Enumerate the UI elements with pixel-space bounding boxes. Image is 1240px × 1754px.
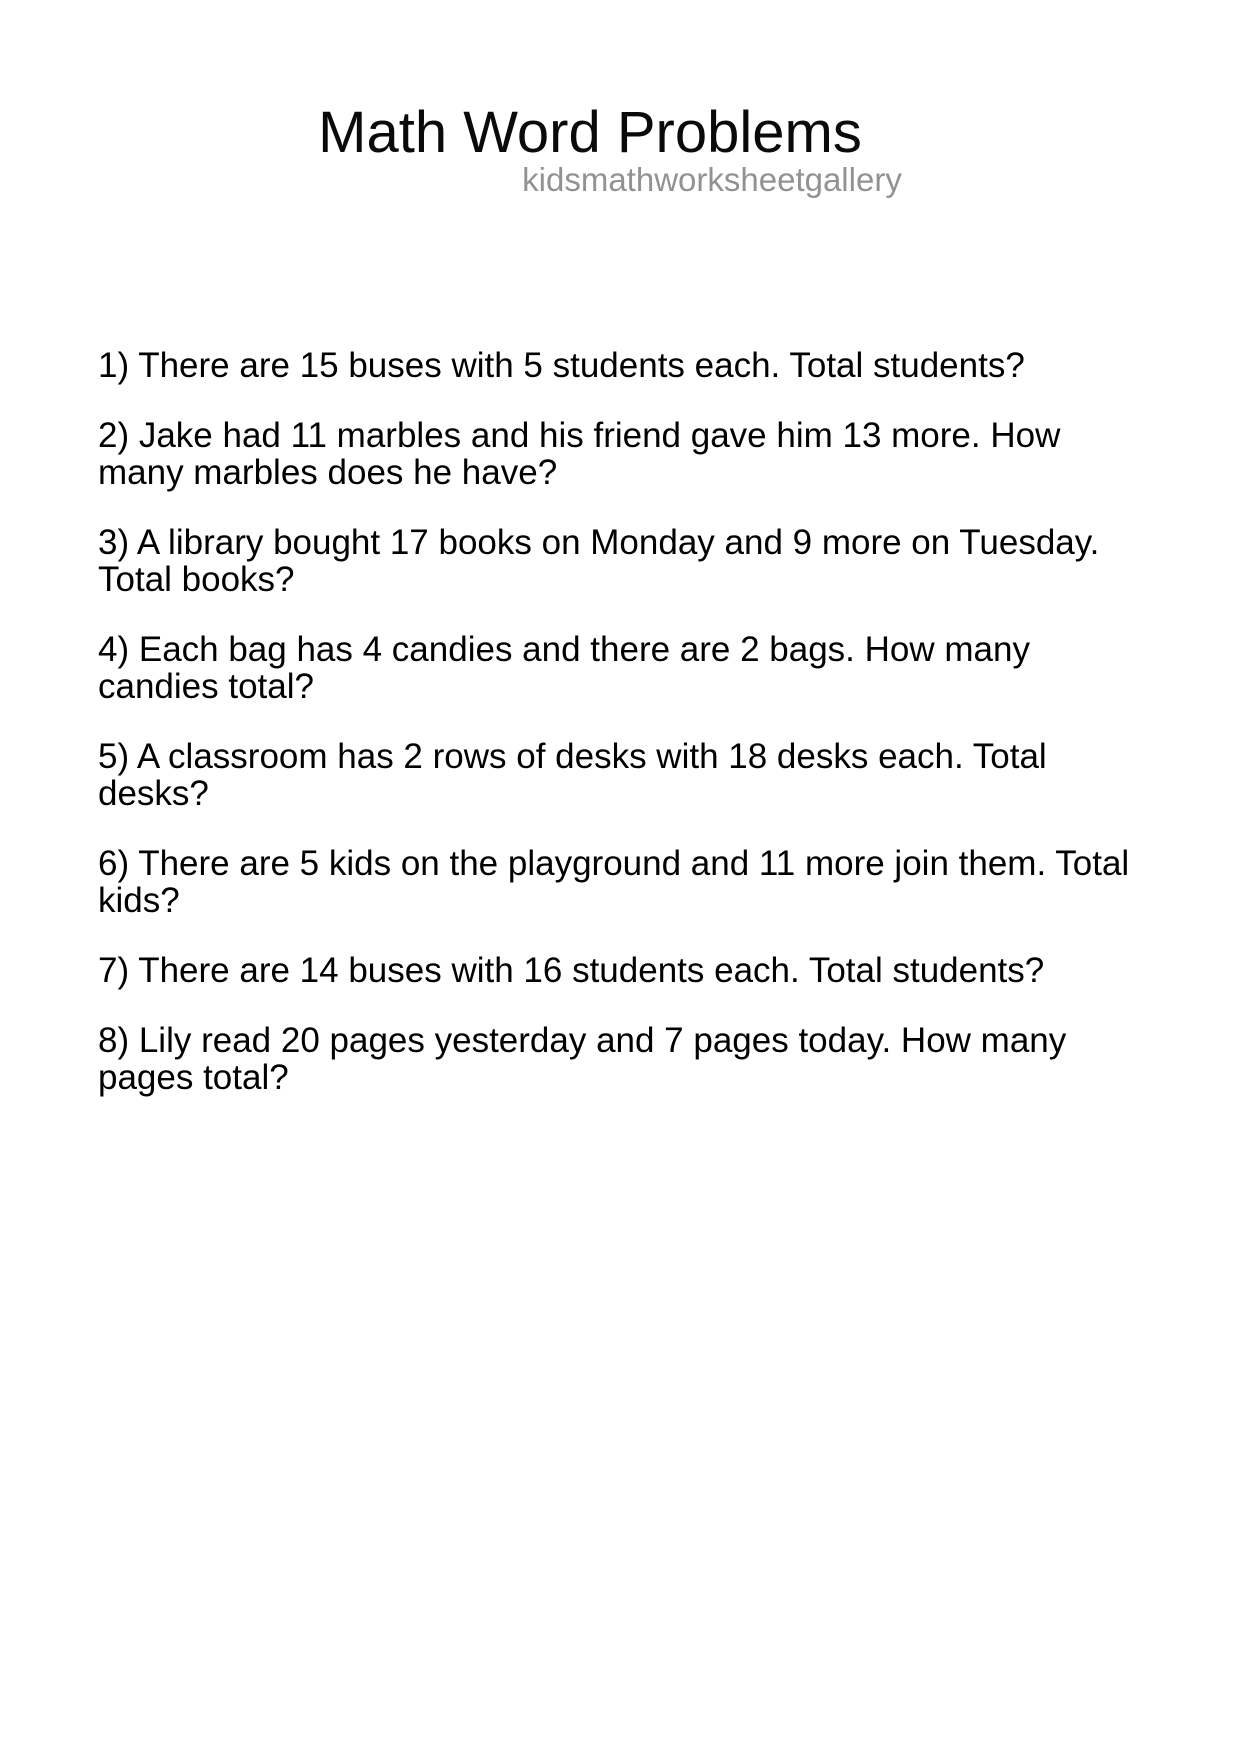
problem-line: 5) A classroom has 2 rows of desks with 18 desks each. Total: [98, 737, 1047, 776]
problem-line: many marbles does he have?: [98, 453, 558, 492]
problem-line: pages total?: [98, 1058, 289, 1097]
problem-item: [98, 952, 1198, 989]
problem-item: [98, 631, 1198, 705]
problem-item: [98, 417, 1198, 491]
problem-line: desks?: [98, 774, 209, 813]
problem-item: [98, 738, 1198, 812]
problem-item: [98, 524, 1198, 598]
problem-line: 6) There are 5 kids on the playground and 11 more join them. Total: [98, 844, 1130, 883]
problem-item: [98, 1022, 1198, 1096]
problem-line: Total books?: [98, 560, 295, 599]
header: [0, 100, 1180, 165]
problem-item: [98, 845, 1198, 919]
problem-line: 8) Lily read 20 pages yesterday and 7 pages today. How many: [98, 1021, 1067, 1060]
problem-line: 2) Jake had 11 marbles and his friend gave him 13 more. How: [98, 416, 1061, 455]
problem-item: [98, 347, 1198, 384]
problem-list: [98, 347, 1198, 1129]
problem-line: 1) There are 15 buses with 5 students each. Total students?: [98, 346, 1025, 385]
site-watermark: kidsmathworksheetgallery: [522, 161, 902, 198]
subtitle-row: [0, 160, 1240, 200]
problem-line: 3) A library bought 17 books on Monday and 9 more on Tuesday.: [98, 523, 1100, 562]
problem-line: 4) Each bag has 4 candies and there are 2 bags. How many: [98, 630, 1030, 669]
problem-line: 7) There are 14 buses with 16 students each. Total students?: [98, 951, 1045, 990]
problem-line: kids?: [98, 881, 180, 920]
page-title: Math Word Problems: [318, 100, 862, 165]
problem-line: candies total?: [98, 667, 314, 706]
